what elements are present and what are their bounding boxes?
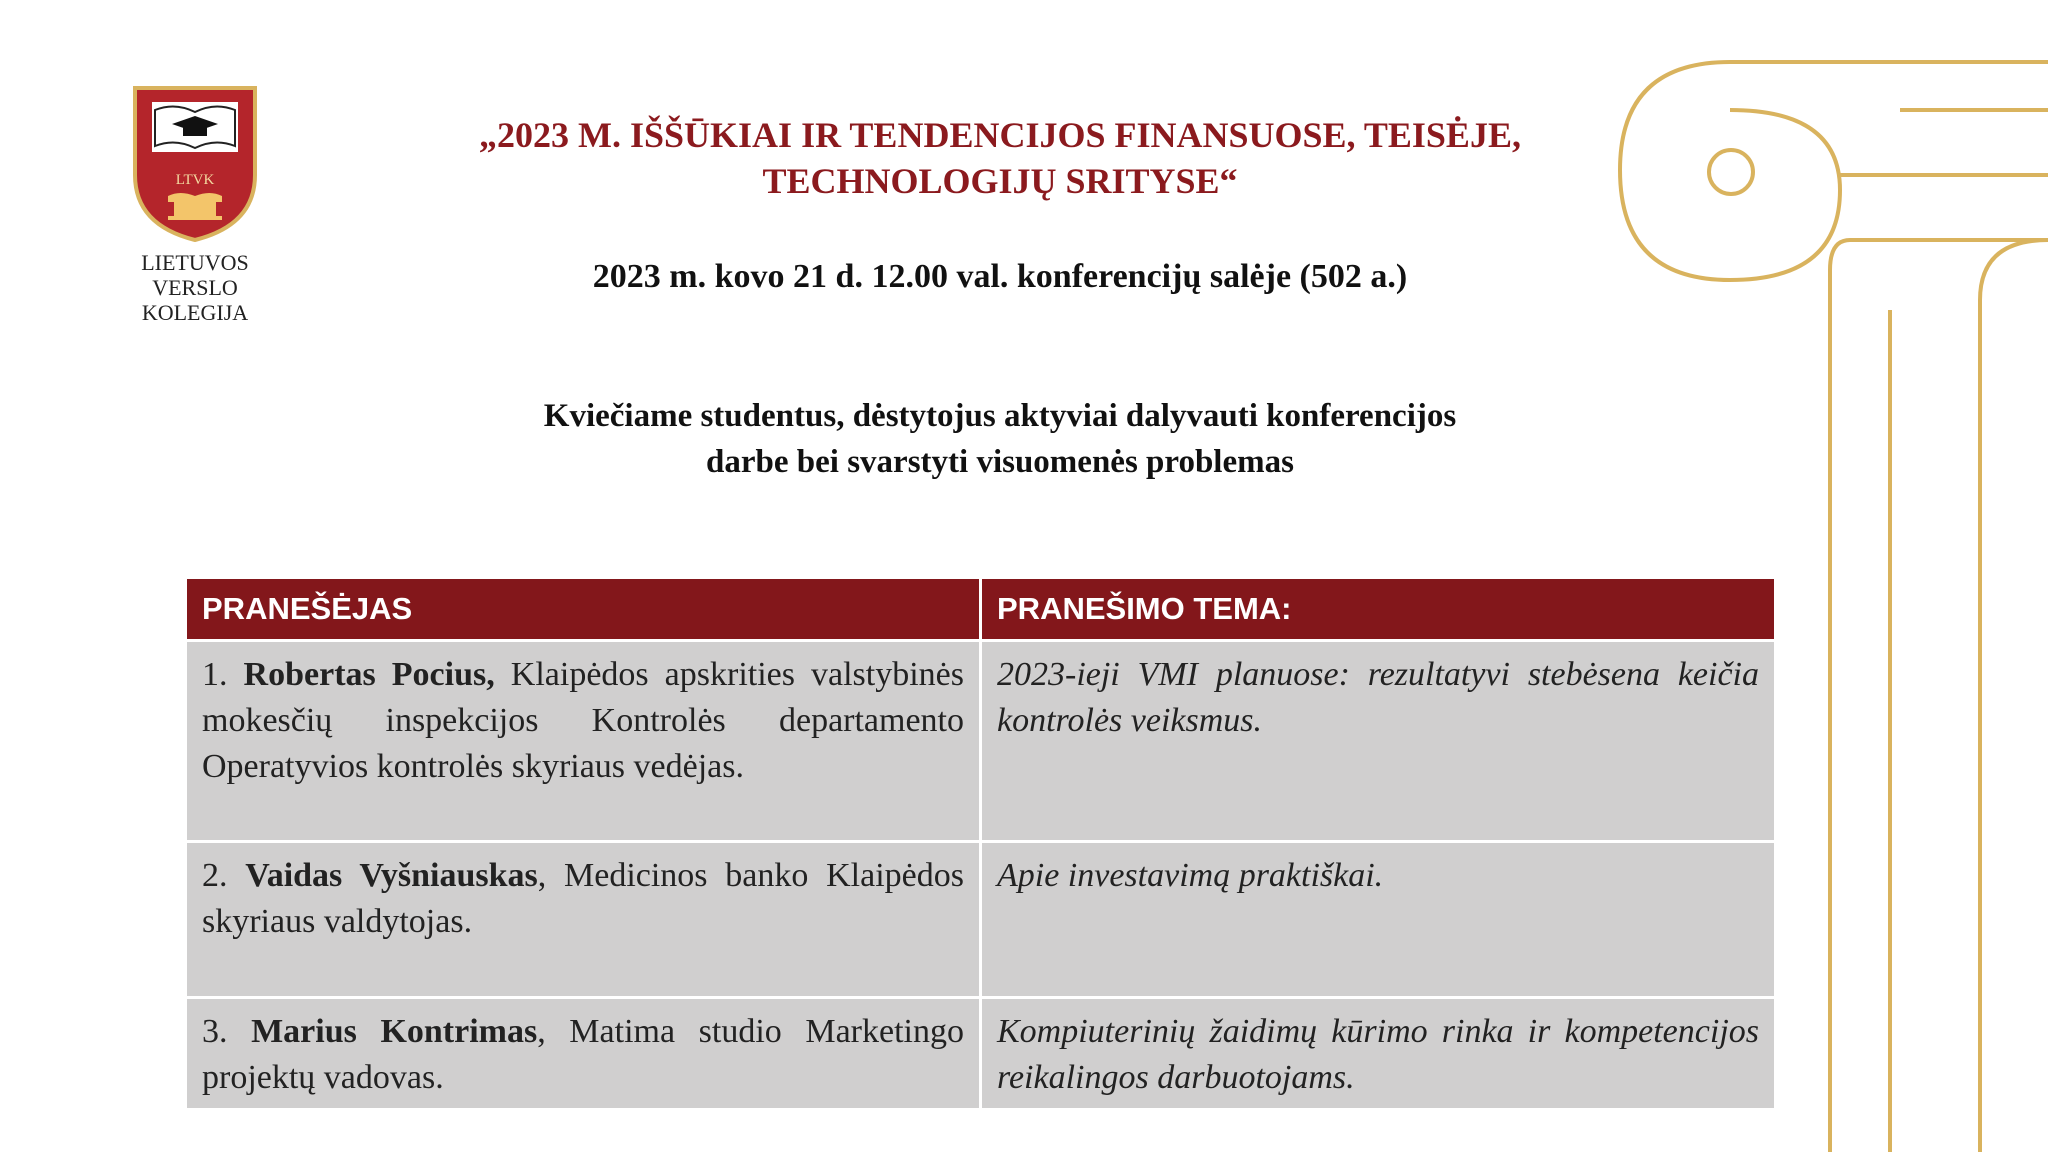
header-topic: PRANEŠIMO TEMA: <box>981 578 1776 641</box>
speaker-cell <box>186 641 981 842</box>
topic-cell: Apie investavimą praktiškai. <box>981 842 1776 998</box>
speaker-role: , Matima studio Marketingo projektų vadovas. <box>202 1013 964 1096</box>
invitation-text <box>380 393 1620 485</box>
svg-text:LTVK: LTVK <box>175 172 215 188</box>
college-name-line: LIETUVOS <box>141 250 249 275</box>
speakers-table <box>184 576 1777 1111</box>
college-name-line: KOLEGIJA <box>141 300 249 325</box>
topic-cell: Kompiuterinių žaidimų kūrimo rinka ir kompetencijos reikalingos darbuotojams. <box>981 998 1776 1110</box>
speaker-role: Klaipėdos apskrities valstybinės mokesčių inspekcijos Kontrolės departamento Operatyvios kontrolės skyriaus vedėjas. <box>202 656 965 785</box>
speaker-cell <box>186 998 981 1110</box>
speaker-name: Marius Kontrimas <box>251 1013 538 1050</box>
college-name-line: VERSLO <box>152 275 238 300</box>
event-date: 2023 m. kovo 21 d. 12.00 val. konferencijų salėje (502 a.) <box>592 258 1408 295</box>
invitation-line: Kviečiame studentus, dėstytojus aktyviai dalyvauti konferencijos <box>543 398 1457 434</box>
speaker-number: 2. <box>202 857 228 894</box>
header-speaker: PRANEŠĖJAS <box>186 578 981 641</box>
conference-title-line: TECHNOLOGIJŲ SRITYSE“ <box>762 161 1238 201</box>
college-logo-icon <box>130 80 260 245</box>
speaker-number: 3. <box>202 1013 228 1050</box>
invitation-line: darbe bei svarstyti visuomenės problemas <box>706 444 1294 480</box>
speaker-name: Robertas Pocius, <box>243 656 495 693</box>
speaker-number: 1. <box>202 656 228 693</box>
speaker-name: Vaidas Vyšniauskas <box>245 857 538 894</box>
college-name <box>118 250 272 325</box>
table-row <box>186 641 1776 842</box>
conference-title <box>380 112 1620 204</box>
table-header-row <box>186 578 1776 641</box>
table-row <box>186 842 1776 998</box>
speaker-cell <box>186 842 981 998</box>
table-row <box>186 998 1776 1110</box>
conference-title-line: „2023 M. IŠŠŪKIAI IR TENDENCIJOS FINANSUOSE, TEISĖJE, <box>479 115 1521 155</box>
speaker-role: , Medicinos banko Klaipėdos skyriaus valdytojas. <box>202 857 964 940</box>
topic-cell: 2023-ieji VMI planuose: rezultatyvi stebėsena keičia kontrolės veiksmus. <box>981 641 1776 842</box>
